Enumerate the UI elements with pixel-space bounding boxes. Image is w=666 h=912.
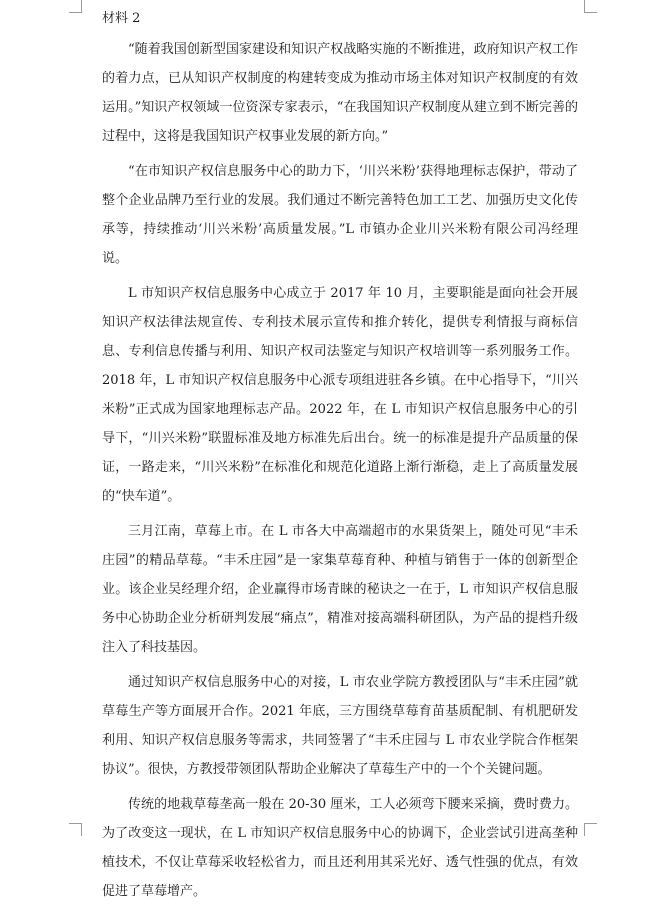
page-corner-mark-bottom-right (584, 823, 597, 836)
section-heading: 材料 2 (102, 11, 141, 26)
page-corner-mark-top-right (584, 0, 597, 13)
page-corner-mark-bottom-left (69, 823, 82, 836)
paragraph-4: 三月江南，草莓上市。在 L 市各大中高端超市的水果货架上，随处可见“丰禾庄园”的精品草莓。“丰禾庄园”是一家集草莓育种、种植与销售于一体的创新型企业。该企业吴经理介绍，企业赢得市场青睐的秘诀之一在于，L 市知识产权信息服务中心协助企业分析研判发展“痛点”，精准对接高端科研团队，为产品的提档升级注入了科技基因。 (102, 524, 578, 655)
paragraph-3: L 市知识产权信息服务中心成立于 2017 年 10 月，主要职能是面向社会开展知识产权法律法规宣传、专利技术展示宣传和推介转化，提供专利情报与商标信息、专利信息传播与利用、知识产权司法鉴定与知识产权培训等一系列服务工作。2018 年，L 市知识产权信息服务中心派专项组进驻各乡镇。在中心指导下，“川兴米粉”正式成为国家地理标志产品。2022 年，在 L 市知识产权信息服务中心的引导下，“川兴米粉”联盟标准及地方标准先后出台。统一的标准是提升产品质量的保证，一路走来，“川兴米粉”在标准化和规范化道路上渐行渐稳，走上了高质量发展的“快车道”。 (102, 286, 578, 504)
document-body[interactable] (102, 9, 578, 912)
paragraph-1: “随着我国创新型国家建设和知识产权战略实施的不断推进，政府知识产权工作的着力点，已从知识产权制度的构建转变成为推动市场主体对知识产权制度的有效运用。”知识产权领域一位资深专家表示，“在我国知识产权制度从建立到不断完善的过程中，这将是我国知识产权事业发展的新方向。” (102, 42, 578, 144)
paragraph-5: 通过知识产权信息服务中心的对接，L 市农业学院方教授团队与“丰禾庄园”就草莓生产等方面展开合作。2021 年底，三方围绕草莓育苗基质配制、有机肥研发利用、知识产权信息服务等需求，共同签署了“丰禾庄园与 L 市农业学院合作框架协议”。很快，方教授带领团队帮助企业解决了草莓生产中的一个个关键问题。 (102, 675, 578, 777)
page-corner-mark-top-left (69, 0, 82, 13)
paragraph-6: 传统的地栽草莓垄高一般在 20-30 厘米，工人必须弯下腰来采摘，费时费力。为了改变这一现状，在 L 市知识产权信息服务中心的协调下，企业尝试引进高垄种植技术，不仅让草莓采收轻松省力，而且还利用其采光好、透气性强的优点，有效促进了草莓增产。 (102, 797, 578, 899)
paragraph-2: “在市知识产权信息服务中心的助力下，‘川兴米粉’获得地理标志保护，带动了整个企业品牌乃至行业的发展。我们通过不断完善特色加工工艺、加强历史文化传承等，持续推动‘川兴米粉’高质量发展。”L 市镇办企业川兴米粉有限公司冯经理说。 (102, 164, 578, 266)
